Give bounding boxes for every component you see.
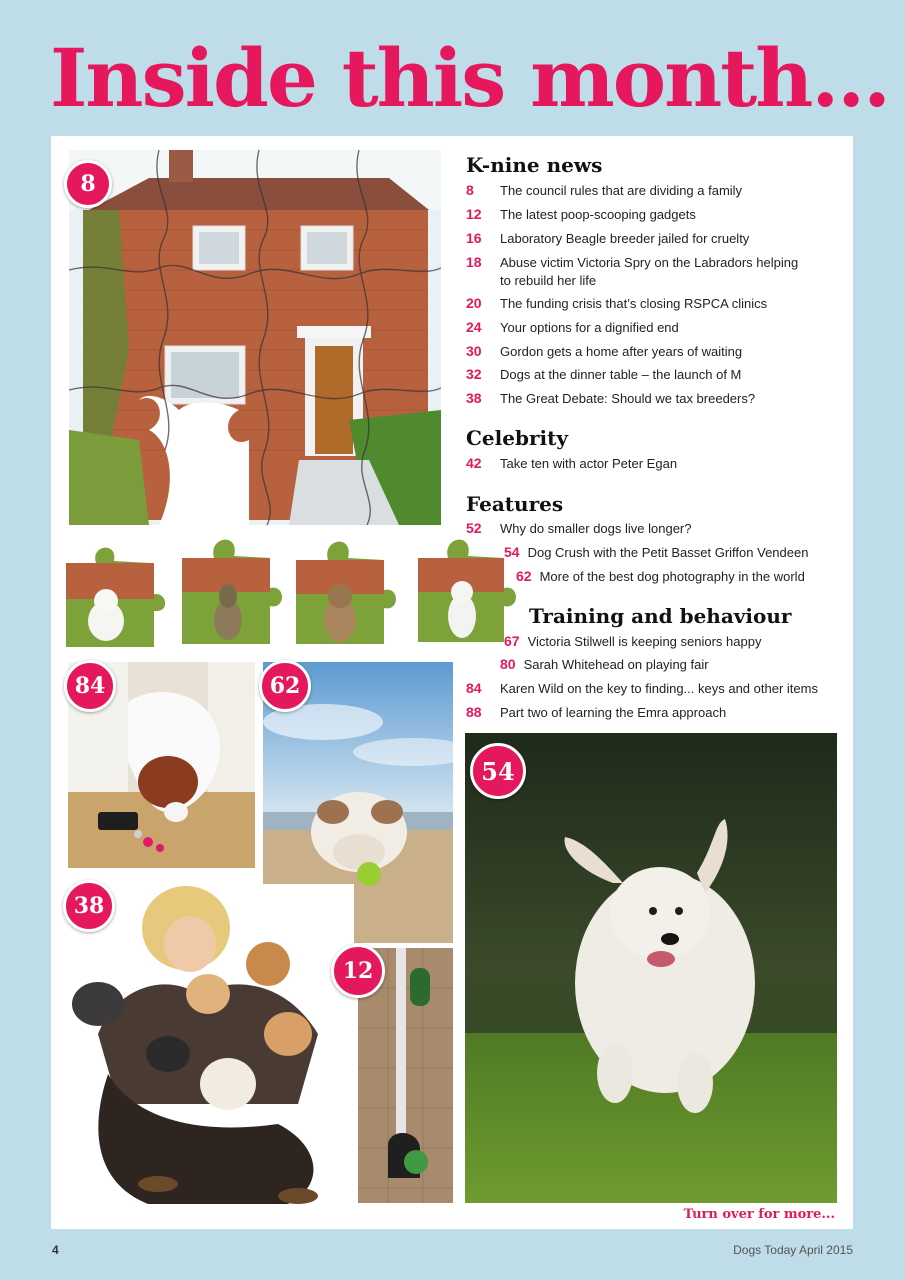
item-description: Dogs at the dinner table – the launch of M — [500, 367, 742, 382]
contents-item — [466, 294, 767, 313]
woman-with-chihuahuas-photo — [58, 884, 354, 1224]
item-page-number: 32 — [466, 366, 482, 382]
contents-item — [466, 253, 798, 272]
item-description: Take ten with actor Peter Egan — [500, 456, 678, 471]
contents-item — [466, 181, 742, 200]
item-description: Dog Crush with the Petit Basset Griffon Vendeen — [527, 545, 809, 560]
item-page-number: 88 — [466, 704, 482, 720]
item-page-number: 16 — [466, 230, 482, 246]
puzzle-dog-whippet — [178, 528, 288, 648]
item-page-number: 8 — [466, 182, 474, 198]
contents-item — [466, 454, 677, 473]
section-title-features: Features — [466, 492, 564, 516]
item-description: More of the best dog photography in the world — [539, 569, 805, 584]
item-page-number: 18 — [466, 254, 482, 270]
item-page-number: 24 — [466, 319, 482, 335]
puzzle-dog-terrier — [292, 530, 404, 648]
item-page-number: 30 — [466, 343, 482, 359]
item-description: Part two of learning the Emra approach — [500, 705, 727, 720]
item-page-number: 38 — [466, 390, 482, 406]
item-page-number: 12 — [466, 206, 482, 222]
item-page-number: 62 — [516, 568, 532, 584]
item-description: The latest poop-scooping gadgets — [500, 207, 696, 222]
page-badge-54: 54 — [470, 743, 526, 799]
contents-item — [500, 655, 709, 674]
contents-item — [504, 543, 808, 562]
section-title-celebrity: Celebrity — [466, 426, 568, 450]
contents-item — [466, 365, 741, 384]
issue-label: Dogs Today April 2015 — [733, 1243, 853, 1257]
contents-item — [466, 342, 742, 361]
turn-over-note: Turn over for more... — [683, 1207, 835, 1222]
item-page-number: 80 — [500, 656, 516, 672]
page-badge-8: 8 — [64, 160, 112, 208]
item-description: The Great Debate: Should we tax breeders? — [500, 391, 756, 406]
page-headline: Inside this month... — [50, 31, 889, 125]
item-page-number: 52 — [466, 520, 482, 536]
item-description: Victoria Stilwell is keeping seniors happy — [527, 634, 762, 649]
item-page-number: 42 — [466, 455, 482, 471]
item-description: Abuse victim Victoria Spry on the Labradors helping — [500, 255, 799, 270]
item-page-number: 20 — [466, 295, 482, 311]
contents-item — [466, 229, 749, 248]
item-page-number: 67 — [504, 633, 520, 649]
page-badge-84: 84 — [64, 660, 116, 712]
item-description: Sarah Whitehead on playing fair — [523, 657, 709, 672]
contents-item — [466, 679, 818, 698]
item-description: Karen Wild on the key to finding... keys and other items — [500, 681, 818, 696]
running-terrier-photo — [465, 733, 837, 1203]
contents-item — [466, 389, 755, 408]
contents-item — [466, 318, 679, 337]
page-badge-38: 38 — [63, 880, 115, 932]
page-badge-12: 12 — [331, 944, 385, 998]
item-description: Your options for a dignified end — [500, 320, 679, 335]
item-description: Why do smaller dogs live longer? — [500, 521, 692, 536]
item-description: The council rules that are dividing a family — [500, 183, 743, 198]
item-page-number: 84 — [466, 680, 482, 696]
item-description: The funding crisis that’s closing RSPCA clinics — [500, 296, 768, 311]
house-jigsaw-image — [69, 150, 441, 525]
item-description: Gordon gets a home after years of waiting — [500, 344, 743, 359]
section-title-training: Training and behaviour — [529, 604, 792, 628]
page-badge-62: 62 — [259, 660, 311, 712]
item-page-number: 54 — [504, 544, 520, 560]
section-title-k-nine-news: K-nine news — [466, 153, 603, 177]
page-number: 4 — [52, 1243, 59, 1257]
puzzle-dog-bichon — [62, 535, 172, 650]
contents-item — [516, 567, 805, 586]
contents-item — [504, 632, 761, 651]
contents-item-continuation — [500, 271, 596, 290]
item-description: Laboratory Beagle breeder jailed for cruelty — [500, 231, 750, 246]
item-description-line-2: to rebuild her life — [500, 273, 597, 288]
contents-item — [466, 519, 691, 538]
contents-item — [466, 205, 696, 224]
contents-item — [466, 703, 726, 722]
